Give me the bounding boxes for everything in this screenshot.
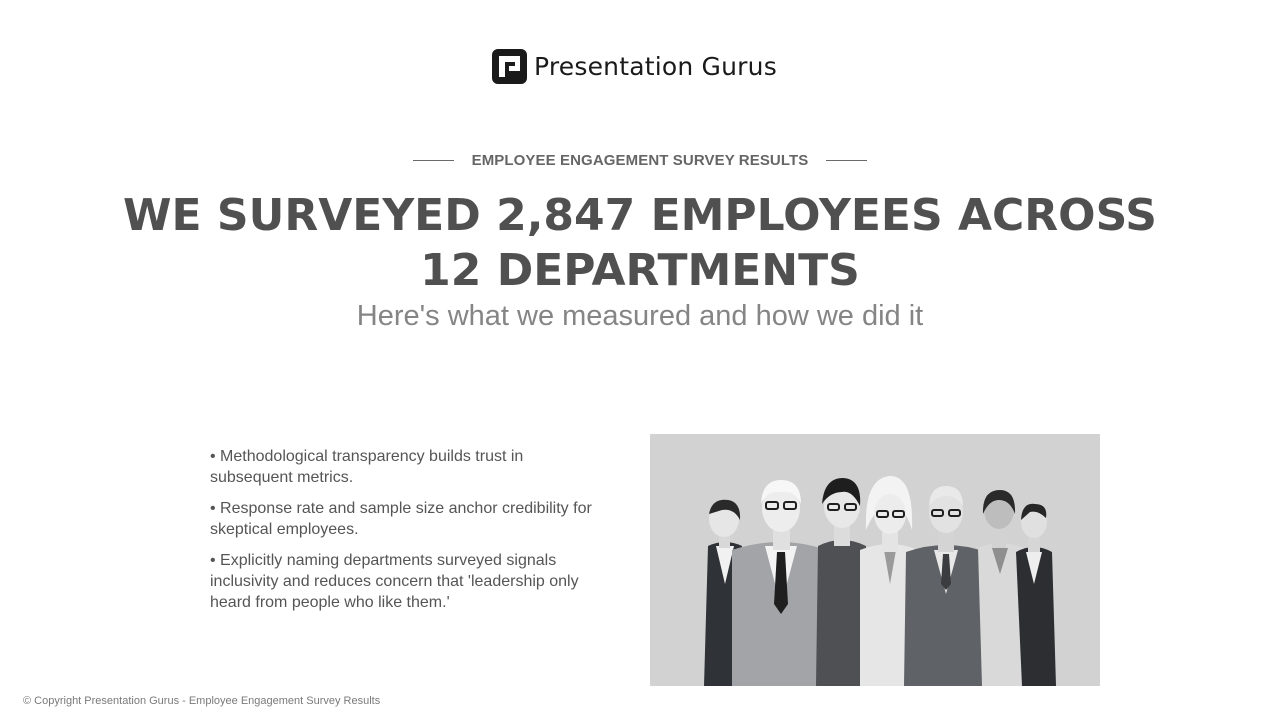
presentation-gurus-logo-icon <box>492 49 527 84</box>
employees-illustration <box>650 434 1100 686</box>
page-subtitle: Here's what we measured and how we did it <box>356 300 924 332</box>
eyebrow-rule-left <box>413 160 454 161</box>
eyebrow-rule-right <box>826 160 867 161</box>
brand-logo <box>492 47 777 85</box>
page-title: WE SURVEYED 2,847 EMPLOYEES ACROSS 12 DEPARTMENTS <box>123 190 1157 296</box>
group-of-employees-illustration <box>650 434 1100 686</box>
bullet-item: • Explicitly naming departments surveyed signals inclusivity and reduces concern that 'leadership only heard from people who like them.' <box>210 552 579 611</box>
bullet-list <box>210 446 610 623</box>
bullet-item: • Methodological transparency builds trust in subsequent metrics. <box>210 448 524 486</box>
eyebrow-text: EMPLOYEE ENGAGEMENT SURVEY RESULTS <box>471 152 809 169</box>
bullet-item: • Response rate and sample size anchor credibility for skeptical employees. <box>210 500 592 538</box>
footer-copyright: © Copyright Presentation Gurus - Employee Engagement Survey Results <box>23 695 381 707</box>
brand-name: Presentation Gurus <box>534 51 777 81</box>
eyebrow <box>0 152 1280 169</box>
